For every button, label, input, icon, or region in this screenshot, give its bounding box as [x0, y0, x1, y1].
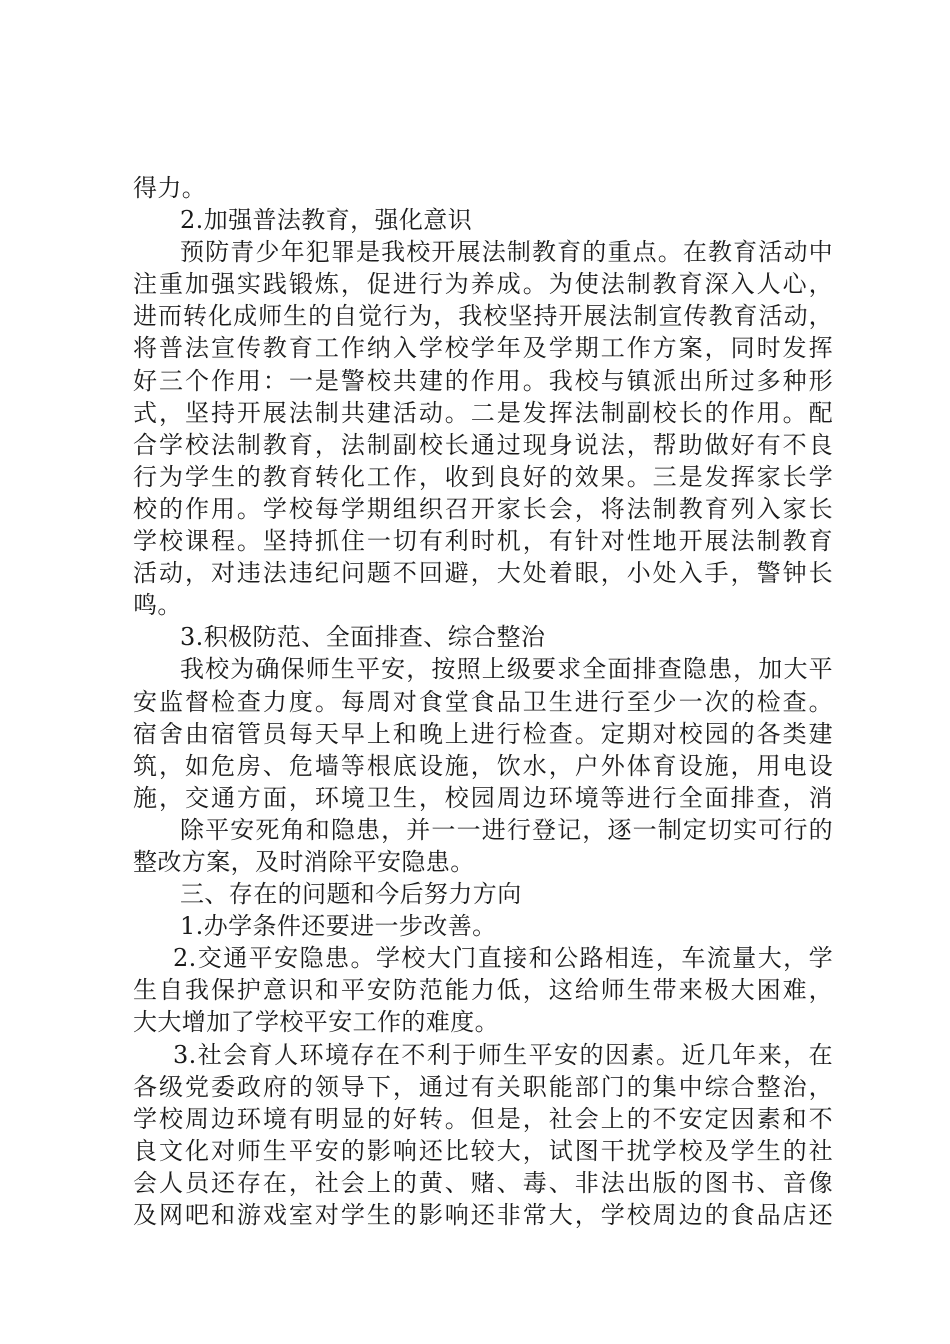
text-line: 注重加强实践锻炼，促进行为养成。为使法制教育深入人心，	[133, 270, 833, 299]
section-heading: 三、存在的问题和今后努力方向	[180, 880, 522, 909]
document-body	[133, 172, 833, 1231]
text-line: 生自我保护意识和平安防范能力低，这给师生带来极大困难，	[133, 976, 833, 1005]
text-line: 将普法宣传教育工作纳入学校学年及学期工作方案，同时发挥	[133, 334, 833, 363]
text-line: 会人员还存在，社会上的黄、赌、毒、非法出版的图书、音像	[133, 1168, 833, 1197]
text-line: 预防青少年犯罪是我校开展法制教育的重点。在教育活动中	[180, 238, 833, 267]
text-line: 得力。	[133, 174, 207, 202]
list-item: 1.办学条件还要进一步改善。	[180, 912, 497, 941]
section-heading: 2.加强普法教育，强化意识	[180, 206, 473, 235]
text-line: 筑，如危房、危墙等根底设施，饮水，户外体育设施，用电设	[133, 751, 833, 780]
text-line: 校的作用。学校每学期组织召开家长会，将法制教育列入家长	[133, 494, 833, 523]
text-line: 进而转化成师生的自觉行为，我校坚持开展法制宣传教育活动，	[133, 302, 833, 331]
text-line: 学校课程。坚持抓住一切有利时机，有针对性地开展法制教育	[133, 527, 833, 556]
text-line: 施，交通方面，环境卫生，校园周边环境等进行全面排查，消	[133, 783, 833, 812]
text-line: 除平安死角和隐患，并一一进行登记，逐一制定切实可行的	[180, 815, 833, 844]
text-line: 行为学生的教育转化工作，收到良好的效果。三是发挥家长学	[133, 462, 833, 491]
list-item: 3.社会育人环境存在不利于师生平安的因素。近几年来，在	[173, 1040, 833, 1069]
text-line: 及网吧和游戏室对学生的影响还非常大，学校周边的食品店还	[133, 1201, 833, 1229]
text-line: 好三个作用：一是警校共建的作用。我校与镇派出所过多种形	[133, 366, 833, 395]
text-line: 我校为确保师生平安，按照上级要求全面排查隐患，加大平	[180, 655, 833, 684]
text-line: 活动，对违法违纪问题不回避，大处着眼，小处入手，警钟长	[133, 559, 833, 588]
text-line: 宿舍由宿管员每天早上和晚上进行检查。定期对校园的各类建	[133, 719, 833, 748]
text-line: 合学校法制教育，法制副校长通过现身说法，帮助做好有不良	[133, 430, 833, 459]
section-heading: 3.积极防范、全面排查、综合整治	[180, 623, 546, 652]
text-line: 学校周边环境有明显的好转。但是，社会上的不安定因素和不	[133, 1104, 833, 1133]
list-item: 2.交通平安隐患。学校大门直接和公路相连，车流量大，学	[173, 944, 833, 973]
text-line: 安监督检查力度。每周对食堂食品卫生进行至少一次的检查。	[133, 687, 833, 716]
text-line: 良文化对师生平安的影响还比较大，试图干扰学校及学生的社	[133, 1136, 833, 1165]
text-line: 整改方案，及时消除平安隐患。	[133, 847, 475, 876]
text-line: 各级党委政府的领导下，通过有关职能部门的集中综合整治，	[133, 1072, 833, 1101]
text-line: 式，坚持开展法制共建活动。二是发挥法制副校长的作用。配	[133, 398, 833, 427]
text-line: 大大增加了学校平安工作的难度。	[133, 1008, 499, 1037]
text-line: 鸣。	[133, 591, 182, 620]
